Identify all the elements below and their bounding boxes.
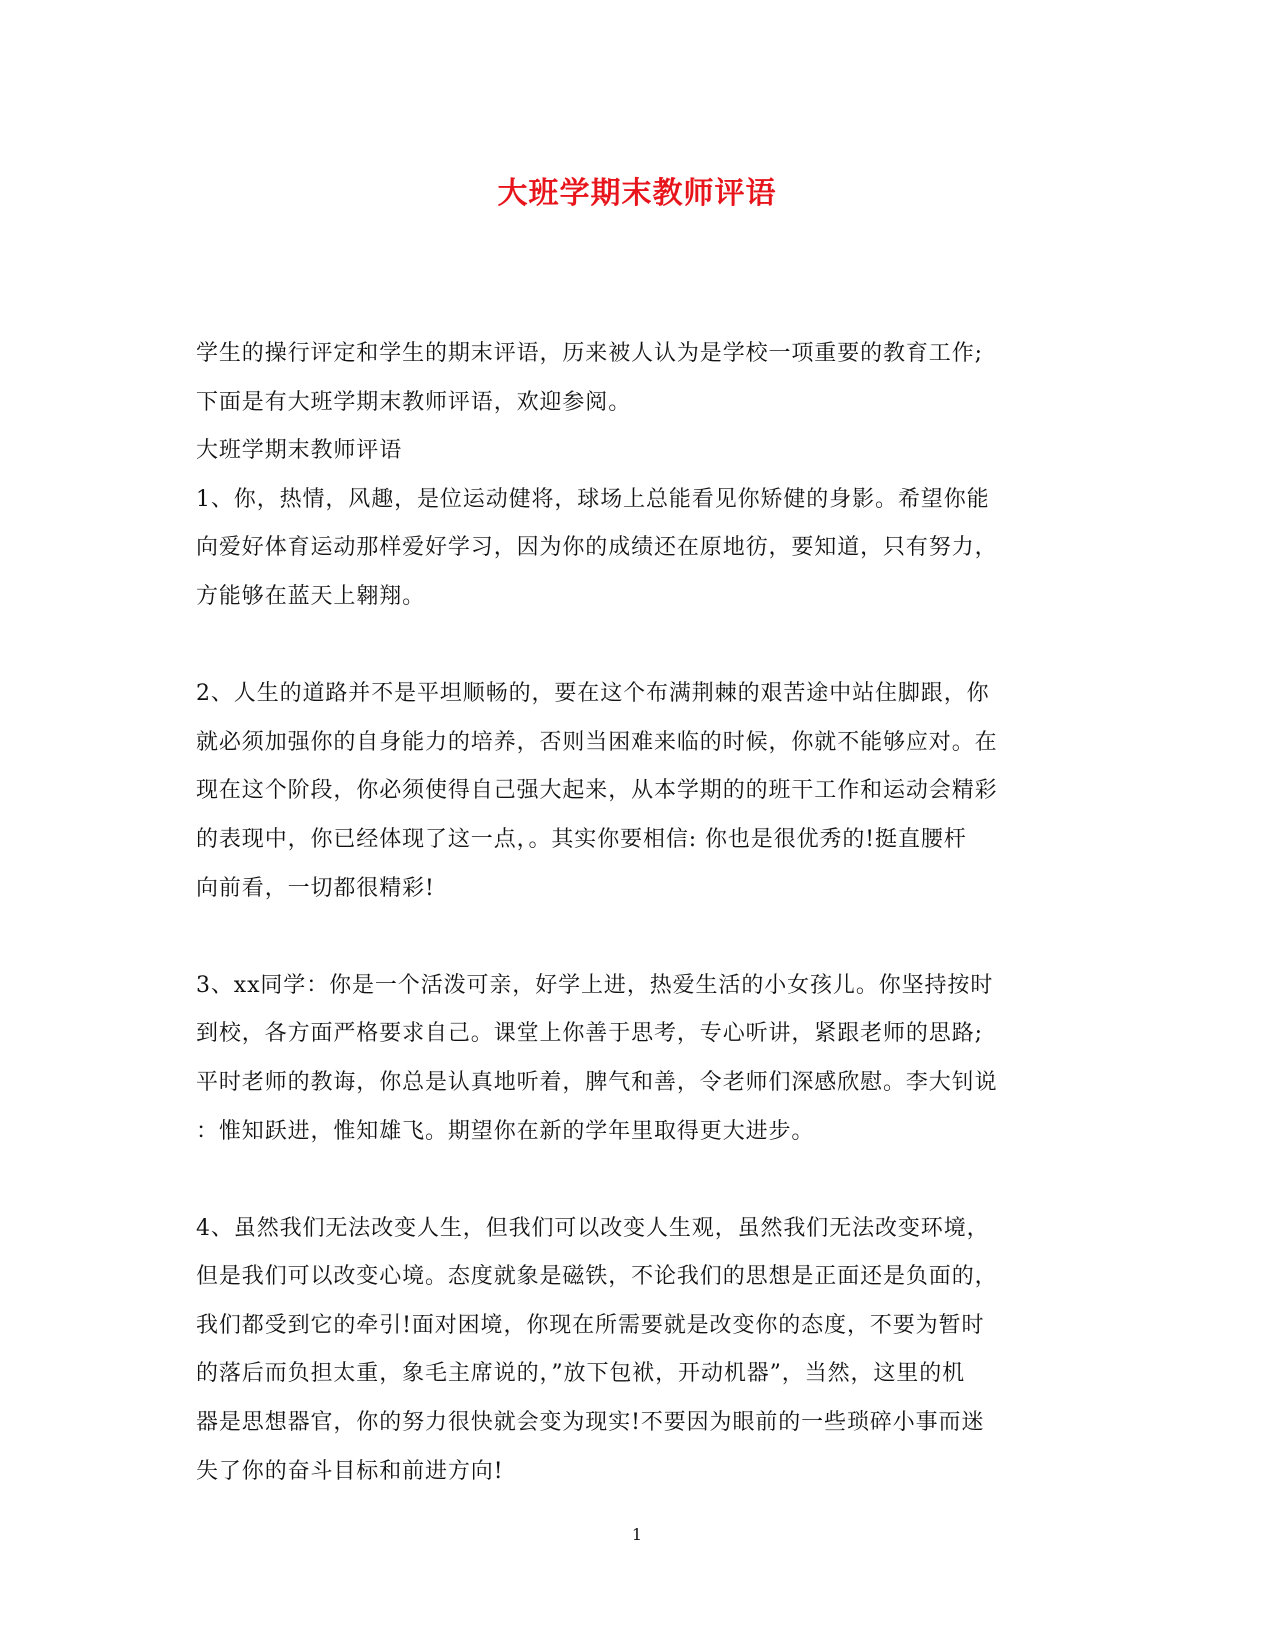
text-line: 现在这个阶段，你必须使得自己强大起来，从本学期的的班干工作和运动会精彩 <box>196 778 998 804</box>
text-line: 但是我们可以改变心境。态度就象是磁铁，不论我们的思想是正面还是负面的， <box>196 1264 998 1290</box>
text-line: 4、虽然我们无法改变人生，但我们可以改变人生观，虽然我们无法改变环境， <box>196 1215 990 1241</box>
text-line: 向爱好体育运动那样爱好学习，因为你的成绩还在原地彷，要知道，只有努力， <box>196 535 998 561</box>
text-line: 大班学期末教师评语 <box>196 438 403 464</box>
comment-paragraph-3 <box>196 962 1078 1156</box>
comment-paragraph-1 <box>196 476 1078 622</box>
paragraph-spacer <box>196 622 1078 671</box>
comment-paragraph-2 <box>196 670 1078 913</box>
text-line: 我们都受到它的牵引!面对困境，你现在所需要就是改变你的态度，不要为暂时 <box>196 1312 985 1338</box>
text-line: 3、xx同学：你是一个活泼可亲，好学上进，热爱生活的小女孩儿。你坚持按时 <box>196 972 994 998</box>
text-line: 就必须加强你的自身能力的培养，否则当困难来临的时候，你就不能够应对。在 <box>196 729 998 755</box>
text-line: ：惟知跃进，惟知雄飞。期望你在新的学年里取得更大进步。 <box>196 1118 815 1144</box>
comment-paragraph-4 <box>196 1205 1078 1497</box>
text-line: 学生的操行评定和学生的期末评语，历来被人认为是学校一项重要的教育工作; <box>196 341 983 366</box>
document-title: 大班学期末教师评语 <box>497 176 777 211</box>
intro-paragraph <box>196 330 1078 427</box>
text-line: 方能够在蓝天上翱翔。 <box>196 583 426 609</box>
document-body <box>196 330 1078 1496</box>
text-line: 平时老师的教诲，你总是认真地听着，脾气和善，令老师们深感欣慰。李大钊说 <box>196 1069 998 1095</box>
section-heading <box>196 427 1078 476</box>
page-number: 1 <box>631 1525 643 1544</box>
text-line: 器是思想器官，你的努力很快就会变为现实!不要因为眼前的一些琐碎小事而迷 <box>196 1410 985 1436</box>
paragraph-spacer <box>196 1156 1078 1205</box>
paragraph-spacer <box>196 913 1078 962</box>
text-line: 失了你的奋斗目标和前进方向! <box>196 1458 504 1484</box>
text-line: 的表现中，你已经体现了这一点，。其实你要相信: 你也是很优秀的!挺直腰杆 <box>196 826 967 852</box>
text-line: 1、你，热情，风趣，是位运动健将，球场上总能看见你矫健的身影。希望你能 <box>196 486 990 512</box>
text-line: 向前看，一切都很精彩! <box>196 875 435 901</box>
text-line: 下面是有大班学期末教师评语，欢迎参阅。 <box>196 389 632 415</box>
text-line: 2、人生的道路并不是平坦顺畅的，要在这个布满荆棘的艰苦途中站住脚跟，你 <box>196 681 990 707</box>
text-line: 到校，各方面严格要求自己。课堂上你善于思考，专心听讲，紧跟老师的思路; <box>196 1021 983 1047</box>
text-line: 的落后而负担太重，象毛主席说的，”放下包袱，开动机器”，当然，这里的机 <box>196 1361 965 1387</box>
